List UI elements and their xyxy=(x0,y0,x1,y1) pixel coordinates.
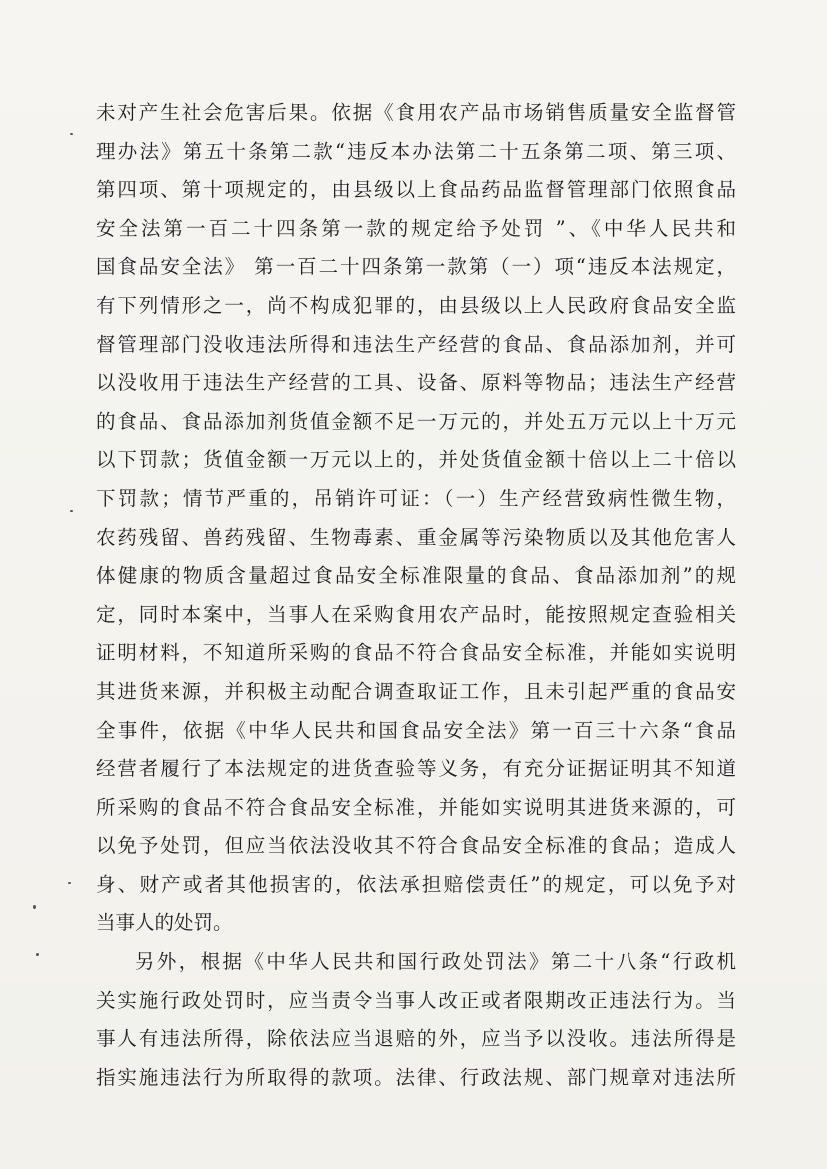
paragraph-start-line: 另外，根据《中华人民共和国行政处罚法》第二十八条“行政机 xyxy=(135,950,736,974)
text-line: 有下列情形之一，尚不构成犯罪的，由县级以上人民政府食品安全监 xyxy=(96,293,736,317)
text-line: 事人有违法所得，除依法应当退赔的外，应当予以没收。违法所得是 xyxy=(96,1027,736,1051)
text-line: 定，同时本案中，当事人在采购食用农产品时，能按照规定查验相关 xyxy=(96,602,736,626)
text-line: 所采购的食品不符合食品安全标准，并能如实说明其进货来源的，可 xyxy=(96,795,736,819)
paragraph-end-line: 当事人的处罚。 xyxy=(96,911,233,935)
text-line: 以下罚款；货值金额一万元以上的，并处货值金额十倍以上二十倍以 xyxy=(96,448,736,472)
text-line: 下罚款；情节严重的，吊销许可证：（一）生产经营致病性微生物， xyxy=(96,486,736,510)
text-line: 全事件，依据《中华人民共和国食品安全法》第一百三十六条“食品 xyxy=(96,718,736,742)
text-line: 国食品安全法》 第一百二十四条第一款第（一）项“违反本法规定， xyxy=(96,255,736,279)
scan-speck xyxy=(70,133,73,135)
scan-speck xyxy=(33,905,36,909)
text-line: 以没收用于违法生产经营的工具、设备、原料等物品；违法生产经营 xyxy=(96,371,736,395)
text-line: 其进货来源，并积极主动配合调查取证工作，且未引起严重的食品安 xyxy=(96,679,736,703)
document-body xyxy=(96,94,736,1097)
text-line: 第四项、第十项规定的，由县级以上食品药品监督管理部门依照食品 xyxy=(96,178,736,202)
text-line: 督管理部门没收违法所得和违法生产经营的食品、食品添加剂，并可 xyxy=(96,332,736,356)
text-line: 证明材料，不知道所采购的食品不符合食品安全标准，并能如实说明 xyxy=(96,641,736,665)
text-line: 农药残留、兽药残留、生物毒素、重金属等污染物质以及其他危害人 xyxy=(96,525,736,549)
text-line: 体健康的物质含量超过食品安全标准限量的食品、食品添加剂”的规 xyxy=(96,564,736,588)
text-line: 理办法》第五十条第二款“违反本办法第二十五条第二项、第三项、 xyxy=(96,139,736,163)
text-line: 的食品、食品添加剂货值金额不足一万元的，并处五万元以上十万元 xyxy=(96,409,736,433)
text-line: 以免予处罚，但应当依法没收其不符合食品安全标准的食品；造成人 xyxy=(96,834,736,858)
text-line: 关实施行政处罚时，应当责令当事人改正或者限期改正违法行为。当 xyxy=(96,988,736,1012)
scan-speck xyxy=(68,882,71,884)
scan-speck xyxy=(70,510,73,512)
text-line: 安全法第一百二十四条第一款的规定给予处罚 ”、《中华人民共和 xyxy=(96,216,736,240)
scan-speck xyxy=(36,953,39,956)
text-line: 身、财产或者其他损害的，依法承担赔偿责任”的规定，可以免予对 xyxy=(96,872,736,896)
text-line: 指实施违法行为所取得的款项。法律、行政法规、部门规章对违法所 xyxy=(96,1065,736,1089)
text-line: 经营者履行了本法规定的进货查验等义务，有充分证据证明其不知道 xyxy=(96,757,736,781)
text-line: 未对产生社会危害后果。依据《食用农产品市场销售质量安全监督管 xyxy=(96,101,736,124)
